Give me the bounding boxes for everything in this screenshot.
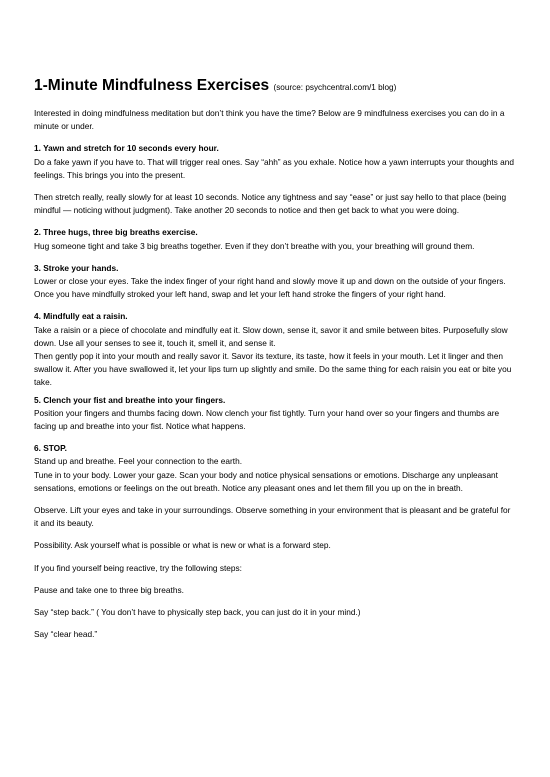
exercise-4-paragraph-2: Then gently pop it into your mouth and really savor it. Savor its texture, its taste, how it feels in your mouth. Let it linger and then swallow it. After you have swallowed it, let your lips turn up slightly and smile. Do the same thing for each raisin you eat or bite you take.	[34, 351, 512, 388]
exercise-6-paragraph-8: Say “clear head.”	[34, 629, 98, 640]
exercise-6-paragraph-5: If you find yourself being reactive, try the following steps:	[34, 562, 242, 573]
page-title	[34, 76, 516, 97]
exercise-4-paragraph-1: Take a raisin or a piece of chocolate and mindfully eat it. Slow down, sense it, savor it and smile between bites. Purposefully slow down. Use all your senses to see it, touch it, smell it, and sense it.	[34, 324, 508, 348]
exercise-4	[34, 310, 516, 389]
exercise-6-paragraph-4: Possibility. Ask yourself what is possible or what is new or what is a forward step.	[34, 540, 331, 551]
exercise-6-paragraph-6: Pause and take one to three big breaths.	[34, 584, 184, 595]
exercise-2	[34, 226, 516, 252]
exercise-1-heading: 1. Yawn and stretch for 10 seconds every hour.	[34, 143, 219, 154]
exercise-6-paragraph-2: Tune in to your body. Lower your gaze. Scan your body and notice physical sensations or emotions. Discharge any unpleasant sensations, emotions or feelings on the out breath. Notice any pleasant ones and let them fill you up on the in breath.	[34, 469, 498, 493]
exercise-6-paragraph-7: Say “step back.” ( You don’t have to physically step back, you can just do it in your mind.)	[34, 607, 361, 618]
exercise-2-paragraph-1: Hug someone tight and take 3 big breaths together. Even if they don’t breathe with you, your breathing will ground them.	[34, 240, 475, 251]
exercise-6-paragraph-3: Observe. Lift your eyes and take in your surroundings. Observe something in your environment that is pleasant and be grateful for it and its beauty.	[34, 505, 511, 529]
intro-paragraph: Interested in doing mindfulness meditation but don’t think you have the time? Below are 9 mindfulness exercises you can do in a minute or under.	[34, 108, 505, 132]
exercise-1-paragraph-1: Do a fake yawn if you have to. That will trigger real ones. Say “ahh” as you exhale. Notice how a yawn interrupts your thoughts and feelings. This brings you into the present.	[34, 156, 514, 180]
exercise-6-heading: 6. STOP.	[34, 443, 67, 454]
exercise-3-heading: 3. Stroke your hands.	[34, 262, 119, 273]
exercise-5-heading: 5. Clench your fist and breathe into your fingers.	[34, 394, 226, 405]
title-text: 1-Minute Mindfulness Exercises	[34, 77, 270, 94]
exercise-3	[34, 262, 516, 302]
exercise-4-heading: 4. Mindfully eat a raisin.	[34, 311, 128, 322]
exercise-6-paragraph-1: Stand up and breathe. Feel your connection to the earth.	[34, 456, 243, 467]
document-page	[34, 76, 516, 651]
exercise-5	[34, 394, 516, 434]
exercise-1-paragraph-2: Then stretch really, really slowly for at least 10 seconds. Notice any tightness and say “ease” or just say hello to that place (being mindful — noticing without judgment). Take another 20 seconds to notice and then get back to what you were doing.	[34, 192, 507, 216]
exercise-1	[34, 142, 516, 217]
exercise-6	[34, 442, 516, 641]
exercise-5-paragraph-1: Position your fingers and thumbs facing down. Now clench your fist tightly. Turn your hand over so your fingers and thumbs are facing up and breathe into your fist. Notice what happens.	[34, 407, 500, 432]
exercise-3-paragraph-1: Lower or close your eyes. Take the index finger of your right hand and slowly move it up and down on the outside of your fingers. Once you have mindfully stroked your left hand, swap and let your left hand stroke the fingers of your right hand.	[34, 276, 506, 300]
exercise-2-heading: 2. Three hugs, three big breaths exercise.	[34, 227, 198, 238]
source-note: (source: psychcentral.com/1 blog)	[273, 83, 397, 92]
